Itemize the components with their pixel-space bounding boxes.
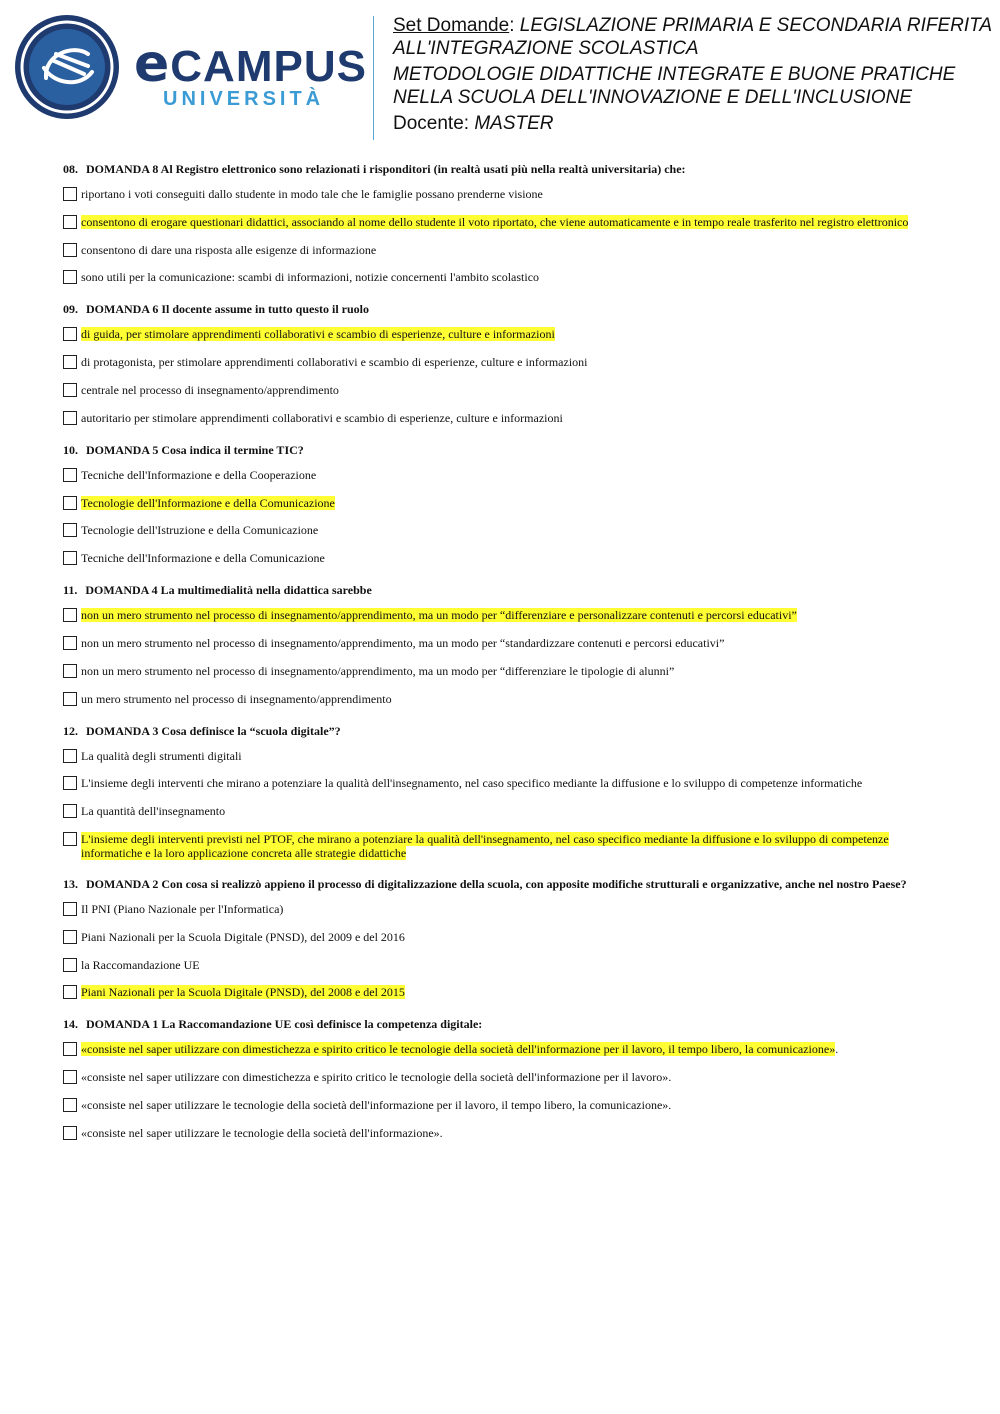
- question-text: DOMANDA 5 Cosa indica il termine TIC?: [86, 442, 304, 457]
- checkbox[interactable]: [63, 383, 77, 397]
- answer-text: consentono di dare una risposta alle esigenze di informazione: [81, 242, 377, 257]
- answer-option-correct: [63, 985, 933, 1000]
- checkbox[interactable]: [63, 664, 77, 678]
- answer-text: consentono di erogare questionari didattici, associando al nome dello studente il voto riportato, che viene automaticamente e in tempo reale trasferito nel registro elettronico: [81, 214, 909, 229]
- question-number: 10.: [63, 442, 78, 457]
- answer-option: [63, 902, 933, 917]
- checkbox[interactable]: [63, 1098, 77, 1112]
- set-label: Set Domande: [393, 15, 510, 36]
- set-title-line1: LEGISLAZIONE PRIMARIA E SECONDARIA RIFERITA: [519, 15, 993, 36]
- answer-text: centrale nel processo di insegnamento/apprendimento: [81, 382, 339, 397]
- answer-option-correct: [63, 327, 933, 342]
- answer-text: «consiste nel saper utilizzare le tecnologie della società dell'informazione».: [81, 1125, 443, 1140]
- answer-option: [63, 664, 933, 679]
- checkbox[interactable]: [63, 1042, 77, 1056]
- answer-option-correct: [63, 215, 933, 230]
- answer-text: di guida, per stimolare apprendimenti collaborativi e scambio di esperienze, culture e informazioni: [81, 327, 555, 342]
- answer-option: [63, 411, 933, 426]
- checkbox[interactable]: [63, 551, 77, 565]
- answer-option-correct: [63, 608, 933, 623]
- checkbox[interactable]: [63, 902, 77, 916]
- question-title: [63, 724, 933, 738]
- question-text: DOMANDA 3 Cosa definisce la “scuola digitale”?: [86, 723, 341, 738]
- checkbox[interactable]: [63, 776, 77, 790]
- question-block: [63, 724, 933, 860]
- answer-option: [63, 776, 933, 791]
- answer-text: La qualità degli strumenti digitali: [81, 748, 242, 763]
- answer-text: Tecnologie dell'Informazione e della Comunicazione: [81, 495, 335, 510]
- checkbox[interactable]: [63, 523, 77, 537]
- answer-option: [63, 804, 933, 819]
- checkbox[interactable]: [63, 832, 77, 846]
- answer-option: [63, 243, 933, 258]
- answer-text: non un mero strumento nel processo di insegnamento/apprendimento, ma un modo per “differenziare le tipologie di alunni”: [81, 663, 675, 678]
- checkbox[interactable]: [63, 243, 77, 257]
- question-title: [63, 583, 933, 597]
- answer-option: [63, 355, 933, 370]
- answer-option: [63, 1070, 933, 1085]
- checkbox[interactable]: [63, 608, 77, 622]
- ecampus-logo-subtitle: UNIVERSITÀ: [163, 88, 325, 110]
- checkbox[interactable]: [63, 215, 77, 229]
- question-text: DOMANDA 4 La multimedialità nella didattica sarebbe: [85, 583, 372, 598]
- set-title-line2: ALL'INTEGRAZIONE SCOLASTICA: [393, 38, 699, 59]
- answer-text: L'insieme degli interventi previsti nel PTOF, che mirano a potenziare la qualità dell'insegnamento, nel caso specifico mediante la diffusione e lo sviluppo di competenze informatiche e la loro applicazione concreta alle strategie didattiche: [81, 831, 889, 860]
- header-divider: [373, 16, 374, 140]
- answer-text: la Raccomandazione UE: [81, 957, 200, 972]
- answer-option: [63, 749, 933, 764]
- answer-suffix: .: [835, 1042, 839, 1057]
- checkbox[interactable]: [63, 327, 77, 341]
- question-number: 13.: [63, 876, 78, 891]
- checkbox[interactable]: [63, 468, 77, 482]
- checkbox[interactable]: [63, 804, 77, 818]
- answer-text: Tecniche dell'Informazione e della Cooperazione: [81, 467, 317, 482]
- answer-text: un mero strumento nel processo di insegnamento/apprendimento: [81, 691, 392, 706]
- checkbox[interactable]: [63, 958, 77, 972]
- question-title: [63, 302, 933, 316]
- answer-option: [63, 958, 933, 973]
- answer-text: «consiste nel saper utilizzare le tecnologie della società dell'informazione per il lavoro, il tempo libero, la comunicazione».: [81, 1097, 672, 1112]
- checkbox[interactable]: [63, 187, 77, 201]
- checkbox[interactable]: [63, 930, 77, 944]
- question-number: 11.: [63, 583, 78, 598]
- answer-option: [63, 1098, 933, 1113]
- answer-option: [63, 270, 933, 285]
- question-block: [63, 583, 933, 706]
- answer-option: [63, 636, 933, 651]
- answer-text: «consiste nel saper utilizzare con dimestichezza e spirito critico le tecnologie della società dell'informazione per il lavoro, il tempo libero, la comunicazione»: [81, 1042, 836, 1057]
- checkbox[interactable]: [63, 270, 77, 284]
- question-block: [63, 302, 933, 425]
- question-number: 09.: [63, 302, 78, 317]
- question-block: [63, 443, 933, 566]
- question-text: DOMANDA 6 Il docente assume in tutto questo il ruolo: [86, 302, 370, 317]
- answer-option: [63, 551, 933, 566]
- answer-text: Tecnologie dell'Istruzione e della Comunicazione: [81, 523, 319, 538]
- answer-option-correct: [63, 496, 933, 511]
- header-title-block: Set Domande: LEGISLAZIONE PRIMARIA E SECONDARIA RIFERITA ALL'INTEGRAZIONE SCOLASTICA METODOLOGIE DIDATTICHE INTEGRATE E BUONE PRATICHE NELLA SCUOLA DELL'INNOVAZIONE E DELL'INCLUSIONE Docente: MASTER: [393, 15, 993, 134]
- question-number: 08.: [63, 162, 78, 176]
- answer-text: La quantità dell'insegnamento: [81, 804, 226, 819]
- answer-option: [63, 523, 933, 538]
- checkbox[interactable]: [63, 692, 77, 706]
- answer-text: non un mero strumento nel processo di insegnamento/apprendimento, ma un modo per “differenziare e personalizzare contenuti e percorsi educativi”: [81, 608, 797, 623]
- checkbox[interactable]: [63, 1070, 77, 1084]
- question-number: 12.: [63, 723, 78, 738]
- answer-option: [63, 468, 933, 483]
- answer-option: [63, 930, 933, 945]
- question-text: DOMANDA 8 Al Registro elettronico sono relazionati i risponditori (in realtà usati più nella realtà universitaria) che:: [86, 162, 686, 176]
- set-title-line4: NELLA SCUOLA DELL'INNOVAZIONE E DELL'INCLUSIONE: [393, 87, 913, 108]
- checkbox[interactable]: [63, 355, 77, 369]
- answer-option: [63, 1126, 933, 1141]
- answer-text: «consiste nel saper utilizzare con dimestichezza e spirito critico le tecnologie della società dell'informazione per il lavoro».: [81, 1070, 672, 1085]
- answer-text: sono utili per la comunicazione: scambi di informazioni, notizie concernenti l'ambito scolastico: [81, 270, 540, 285]
- answer-text: di protagonista, per stimolare apprendimenti collaborativi e scambio di esperienze, culture e informazioni: [81, 355, 588, 370]
- question-title: [63, 162, 933, 176]
- question-block: [63, 1017, 933, 1140]
- answer-text: autoritario per stimolare apprendimenti collaborativi e scambio di esperienze, culture e informazioni: [81, 410, 563, 425]
- ecampus-logo-text: eCAMPUS: [134, 34, 367, 94]
- docente-value: MASTER: [474, 113, 554, 134]
- checkbox[interactable]: [63, 411, 77, 425]
- answer-text: Tecniche dell'Informazione e della Comunicazione: [81, 551, 325, 566]
- answer-option: [63, 383, 933, 398]
- question-text: DOMANDA 2 Con cosa si realizzò appieno il processo di digitalizzazione della scuola, con apposite modifiche strutturali e organizzative, anche nel nostro Paese?: [86, 876, 907, 891]
- question-block: [63, 877, 933, 1000]
- checkbox[interactable]: [63, 636, 77, 650]
- answer-text: L'insieme degli interventi che mirano a potenziare la qualità dell'insegnamento, nel caso specifico mediante la diffusione e lo sviluppo di competenze informatiche: [81, 776, 863, 791]
- checkbox[interactable]: [63, 1126, 77, 1140]
- answer-text: Il PNI (Piano Nazionale per l'Informatica): [81, 901, 284, 916]
- set-title-line3: METODOLOGIE DIDATTICHE INTEGRATE E BUONE PRATICHE: [393, 64, 956, 85]
- answer-option-correct: [63, 832, 933, 860]
- question-title: [63, 443, 933, 457]
- question-list: [63, 162, 933, 1158]
- answer-text: non un mero strumento nel processo di insegnamento/apprendimento, ma un modo per “standardizzare contenuti e percorsi educativi”: [81, 635, 725, 650]
- checkbox[interactable]: [63, 496, 77, 510]
- checkbox[interactable]: [63, 749, 77, 763]
- ecampus-emblem-icon: [14, 14, 120, 120]
- docente-label: Docente:: [393, 113, 470, 134]
- question-text: DOMANDA 1 La Raccomandazione UE così definisce la competenza digitale:: [86, 1017, 483, 1032]
- question-block: [63, 162, 933, 285]
- question-number: 14.: [63, 1017, 78, 1032]
- checkbox[interactable]: [63, 985, 77, 999]
- page-header: [0, 0, 1000, 150]
- answer-text: Piani Nazionali per la Scuola Digitale (PNSD), del 2009 e del 2016: [81, 929, 405, 944]
- answer-text: Piani Nazionali per la Scuola Digitale (PNSD), del 2008 e del 2015: [81, 985, 405, 1000]
- answer-option-correct: [63, 1042, 933, 1057]
- answer-option: [63, 187, 933, 202]
- answer-option: [63, 692, 933, 707]
- answer-text: riportano i voti conseguiti dallo studente in modo tale che le famiglie possano prenderne visione: [81, 187, 543, 201]
- question-title: [63, 1017, 933, 1031]
- question-title: [63, 877, 933, 891]
